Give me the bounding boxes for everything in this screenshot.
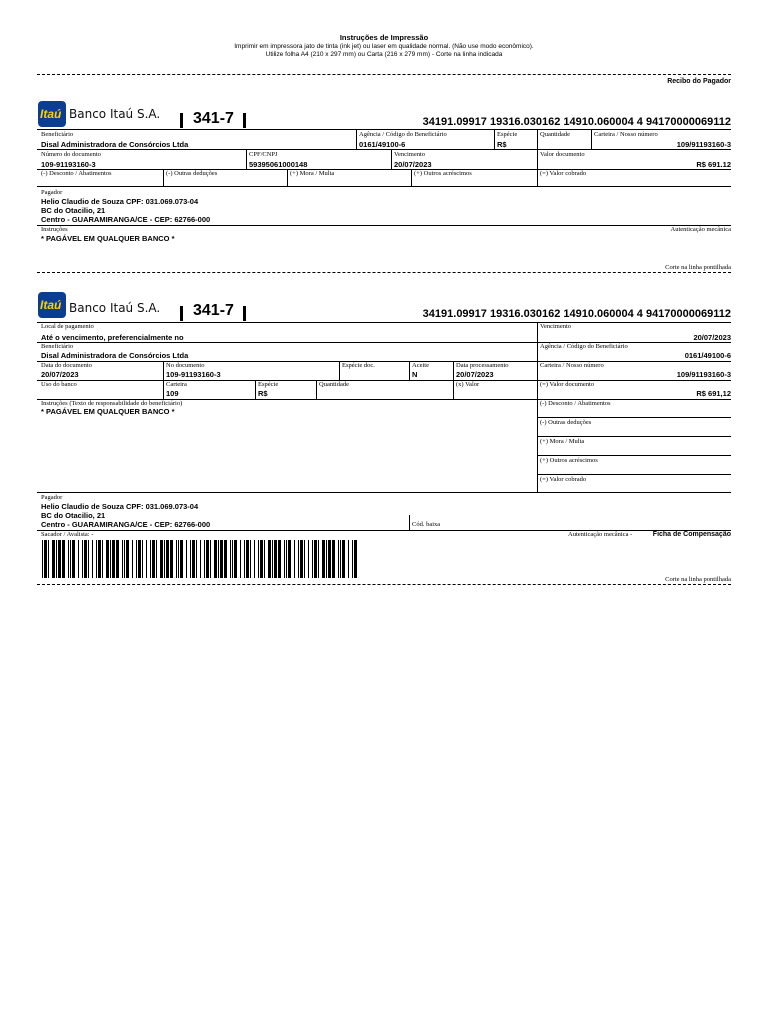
label-cod-baixa: Cód. baixa bbox=[412, 521, 441, 528]
label-corte-1: Corte na linha pontilhada bbox=[665, 264, 731, 271]
barcode-bar bbox=[192, 540, 195, 578]
barcode-bar bbox=[138, 540, 141, 578]
value-no-documento: 109-91193160-3 bbox=[166, 370, 221, 379]
barcode-bar bbox=[232, 540, 233, 578]
value-pagador-line2: BC do Otacilio, 21 bbox=[41, 206, 106, 215]
bank-code-1: 341-7 bbox=[193, 110, 234, 127]
barcode-bar bbox=[52, 540, 55, 578]
receipt-label: Recibo do Pagador bbox=[667, 78, 731, 85]
barcode-bar bbox=[204, 540, 205, 578]
label-carteira: Carteira bbox=[166, 381, 187, 388]
barcode-bar bbox=[322, 540, 325, 578]
barcode bbox=[42, 540, 358, 578]
label-valor-cobrado-2: (=) Valor cobrado bbox=[540, 476, 587, 483]
label-aceite: Aceite bbox=[412, 362, 429, 369]
barcode-bar bbox=[332, 540, 335, 578]
label-sacador: Sacador / Avalista: - bbox=[41, 531, 94, 538]
value-instrucao-2: * PAGÁVEL EM QUALQUER BANCO * bbox=[41, 407, 175, 416]
barcode-bar bbox=[224, 540, 227, 578]
barcode-bar bbox=[254, 540, 255, 578]
label-outros-acrescimos: (+) Outros acréscimos bbox=[414, 170, 472, 177]
barcode-bar bbox=[186, 540, 187, 578]
digitable-line-1: 34191.09917 19316.030162 14910.060004 4 94170000069112 bbox=[422, 116, 731, 128]
barcode-bar bbox=[72, 540, 75, 578]
value-especie-2: R$ bbox=[258, 389, 268, 398]
barcode-bar bbox=[88, 540, 89, 578]
barcode-bar bbox=[246, 540, 249, 578]
label-instrucoes-texto: Instruções (Texto de responsabilidade do beneficiário) bbox=[41, 400, 183, 407]
barcode-bar bbox=[272, 540, 273, 578]
barcode-bar bbox=[258, 540, 259, 578]
barcode-bar bbox=[304, 540, 305, 578]
barcode-bar bbox=[298, 540, 299, 578]
barcode-bar bbox=[314, 540, 317, 578]
barcode-bar bbox=[348, 540, 349, 578]
label-autenticacao: Autenticação mecânica bbox=[670, 226, 731, 233]
barcode-bar bbox=[126, 540, 129, 578]
label-pagador-2: Pagador bbox=[41, 494, 63, 501]
label-outros-acrescimos-2: (+) Outros acréscimos bbox=[540, 457, 598, 464]
barcode-bar bbox=[214, 540, 217, 578]
barcode-bar bbox=[84, 540, 87, 578]
value-carteira-nosso: 109/91193160-3 bbox=[676, 140, 731, 149]
label-carteira-nosso-2: Carteira / Nosso número bbox=[540, 362, 604, 369]
label-autenticacao-2: Autenticação mecânica - bbox=[568, 531, 633, 538]
barcode-bar bbox=[132, 540, 133, 578]
barcode-bar bbox=[268, 540, 271, 578]
value-carteira-nosso-2: 109/91193160-3 bbox=[676, 370, 731, 379]
barcode-bar bbox=[294, 540, 295, 578]
cut-line-top bbox=[37, 74, 731, 75]
label-quantidade-2: Quantidade bbox=[319, 381, 349, 388]
value-pagador2-line2: BC do Otacilio, 21 bbox=[41, 511, 106, 520]
label-outras-deducoes: (-) Outras deduções bbox=[166, 170, 218, 177]
barcode-bar bbox=[166, 540, 169, 578]
barcode-bar bbox=[44, 540, 47, 578]
barcode-bar bbox=[136, 540, 137, 578]
barcode-bar bbox=[274, 540, 277, 578]
label-ficha-compensacao: Ficha de Compensação bbox=[652, 531, 731, 538]
barcode-bar bbox=[164, 540, 165, 578]
label-especie: Espécie bbox=[497, 131, 518, 138]
value-beneficiario-2: Disal Administradora de Consórcios Ltda bbox=[41, 351, 189, 360]
bank-code-divider-left-2 bbox=[180, 306, 183, 321]
bank-code-divider-right-1 bbox=[243, 113, 246, 128]
barcode-bar bbox=[342, 540, 345, 578]
barcode-bar bbox=[146, 540, 147, 578]
label-x-valor: (x) Valor bbox=[456, 381, 480, 388]
value-carteira: 109 bbox=[166, 389, 179, 398]
barcode-bar bbox=[206, 540, 209, 578]
barcode-bar bbox=[102, 540, 103, 578]
label-valor-cobrado: (=) Valor cobrado bbox=[540, 170, 587, 177]
label-valor-documento-2: (=) Valor documento bbox=[540, 381, 595, 388]
value-data-documento: 20/07/2023 bbox=[41, 370, 79, 379]
value-aceite: N bbox=[412, 370, 418, 379]
label-data-documento: Data do documento bbox=[41, 362, 92, 369]
label-numero-documento: Número do documento bbox=[41, 151, 101, 158]
label-instrucoes: Instruções bbox=[41, 226, 68, 233]
value-valor-documento: R$ 691.12 bbox=[696, 160, 731, 169]
label-vencimento-2: Vencimento bbox=[540, 323, 572, 330]
barcode-bar bbox=[150, 540, 151, 578]
barcode-bar bbox=[354, 540, 357, 578]
barcode-bar bbox=[218, 540, 219, 578]
barcode-bar bbox=[180, 540, 183, 578]
barcode-bar bbox=[48, 540, 49, 578]
value-agencia-2: 0161/49100-6 bbox=[684, 351, 731, 360]
value-cpf-cnpj: 59395061000148 bbox=[249, 160, 308, 169]
bank-name-2: Banco Itaú S.A. bbox=[69, 301, 161, 315]
barcode-bar bbox=[116, 540, 119, 578]
label-valor-documento: Valor documento bbox=[540, 151, 585, 158]
bank-code-2: 341-7 bbox=[193, 302, 234, 319]
print-instructions-line2: Utilize folha A4 (210 x 297 mm) ou Carta (216 x 279 mm) - Corte na linha indicada bbox=[265, 51, 503, 58]
label-especie-doc: Espécie doc. bbox=[342, 362, 375, 369]
cut-line-bottom bbox=[37, 584, 731, 585]
label-desconto-2: (-) Desconto / Abatimentos bbox=[540, 400, 611, 407]
barcode-bar bbox=[328, 540, 331, 578]
barcode-bar bbox=[200, 540, 201, 578]
barcode-bar bbox=[152, 540, 155, 578]
barcode-bar bbox=[318, 540, 319, 578]
label-uso-banco: Uso do banco bbox=[41, 381, 77, 388]
value-especie: R$ bbox=[497, 140, 507, 149]
label-vencimento: Vencimento bbox=[394, 151, 426, 158]
value-instrucao: * PAGÁVEL EM QUALQUER BANCO * bbox=[41, 234, 175, 243]
barcode-bar bbox=[300, 540, 303, 578]
barcode-bar bbox=[96, 540, 97, 578]
barcode-bar bbox=[78, 540, 79, 578]
barcode-bar bbox=[288, 540, 291, 578]
value-numero-documento: 109-91193160-3 bbox=[41, 160, 96, 169]
barcode-bar bbox=[170, 540, 173, 578]
cut-line-middle bbox=[37, 272, 731, 273]
barcode-bar bbox=[338, 540, 339, 578]
barcode-bar bbox=[230, 540, 231, 578]
label-cpf-cnpj: CPF/CNPJ bbox=[249, 151, 278, 158]
label-agencia: Agência / Código do Beneficiário bbox=[359, 131, 447, 138]
barcode-bar bbox=[58, 540, 61, 578]
value-agencia: 0161/49100-6 bbox=[359, 140, 406, 149]
barcode-bar bbox=[62, 540, 65, 578]
value-pagador-line1: Helio Claudio de Souza CPF: 031.069.073-04 bbox=[41, 197, 199, 206]
barcode-bar bbox=[244, 540, 245, 578]
barcode-bar bbox=[176, 540, 177, 578]
barcode-bar bbox=[110, 540, 111, 578]
value-local-pagamento: Até o vencimento, preferencialmente no bbox=[41, 333, 184, 342]
barcode-bar bbox=[278, 540, 281, 578]
barcode-bar bbox=[286, 540, 287, 578]
label-local-pagamento: Local de pagamento bbox=[41, 323, 94, 330]
barcode-bar bbox=[220, 540, 223, 578]
label-no-documento: No documento bbox=[166, 362, 205, 369]
barcode-bar bbox=[178, 540, 179, 578]
barcode-bar bbox=[98, 540, 101, 578]
label-quantidade: Quantidade bbox=[540, 131, 570, 138]
barcode-bar bbox=[70, 540, 71, 578]
barcode-bar bbox=[122, 540, 123, 578]
value-pagador2-line1: Helio Claudio de Souza CPF: 031.069.073-04 bbox=[41, 502, 199, 511]
barcode-bar bbox=[250, 540, 251, 578]
label-carteira-nosso: Carteira / Nosso número bbox=[594, 131, 658, 138]
bank-code-divider-right-2 bbox=[243, 306, 246, 321]
barcode-bar bbox=[160, 540, 163, 578]
value-beneficiario: Disal Administradora de Consórcios Ltda bbox=[41, 140, 189, 149]
value-pagador-line3: Centro - GUARAMIRANGA/CE - CEP: 62766-000 bbox=[41, 215, 211, 224]
barcode-bar bbox=[42, 540, 43, 578]
barcode-bar bbox=[112, 540, 115, 578]
barcode-bar bbox=[142, 540, 143, 578]
barcode-bar bbox=[260, 540, 263, 578]
barcode-bar bbox=[308, 540, 309, 578]
barcode-bar bbox=[284, 540, 285, 578]
label-beneficiario: Beneficiário bbox=[41, 131, 74, 138]
label-mora-multa-2: (+) Mora / Multa bbox=[540, 438, 585, 445]
barcode-bar bbox=[92, 540, 93, 578]
label-pagador: Pagador bbox=[41, 189, 63, 196]
value-vencimento: 20/07/2023 bbox=[394, 160, 432, 169]
barcode-bar bbox=[196, 540, 197, 578]
label-outras-deducoes-2: (-) Outras deduções bbox=[540, 419, 592, 426]
barcode-bar bbox=[106, 540, 109, 578]
label-data-processamento: Data processamento bbox=[456, 362, 509, 369]
barcode-bar bbox=[340, 540, 341, 578]
barcode-bar bbox=[234, 540, 237, 578]
label-agencia-2: Agência / Código do Beneficiário bbox=[540, 343, 628, 350]
barcode-bar bbox=[210, 540, 211, 578]
print-instructions-title: Instruções de Impressão bbox=[339, 33, 429, 42]
barcode-bar bbox=[326, 540, 327, 578]
barcode-bar bbox=[190, 540, 191, 578]
bank-name-1: Banco Itaú S.A. bbox=[69, 107, 161, 121]
print-instructions-line1: Imprimir em impressora jato de tinta (ink jet) ou laser em qualidade normal. (Não use modo econômico). bbox=[234, 43, 534, 50]
label-mora-multa: (+) Mora / Multa bbox=[290, 170, 335, 177]
barcode-bar bbox=[68, 540, 69, 578]
bank-code-divider-left-1 bbox=[180, 113, 183, 128]
value-vencimento-2: 20/07/2023 bbox=[693, 333, 731, 342]
label-beneficiario-2: Beneficiário bbox=[41, 343, 74, 350]
label-especie-2: Espécie bbox=[258, 381, 279, 388]
barcode-bar bbox=[312, 540, 313, 578]
barcode-bar bbox=[352, 540, 353, 578]
itau-logo-2: Itaú bbox=[38, 292, 66, 318]
value-pagador2-line3: Centro - GUARAMIRANGA/CE - CEP: 62766-000 bbox=[41, 520, 211, 529]
barcode-bar bbox=[240, 540, 241, 578]
value-data-processamento: 20/07/2023 bbox=[456, 370, 494, 379]
label-corte-2: Corte na linha pontilhada bbox=[665, 576, 731, 583]
barcode-bar bbox=[124, 540, 125, 578]
itau-logo-1: Itaú bbox=[38, 101, 66, 127]
digitable-line-2: 34191.09917 19316.030162 14910.060004 4 94170000069112 bbox=[422, 308, 731, 320]
value-valor-documento-2: R$ 691,12 bbox=[696, 389, 731, 398]
label-desconto: (-) Desconto / Abatimentos bbox=[41, 170, 112, 177]
barcode-bar bbox=[56, 540, 57, 578]
barcode-bar bbox=[264, 540, 265, 578]
barcode-bar bbox=[156, 540, 157, 578]
barcode-bar bbox=[82, 540, 83, 578]
